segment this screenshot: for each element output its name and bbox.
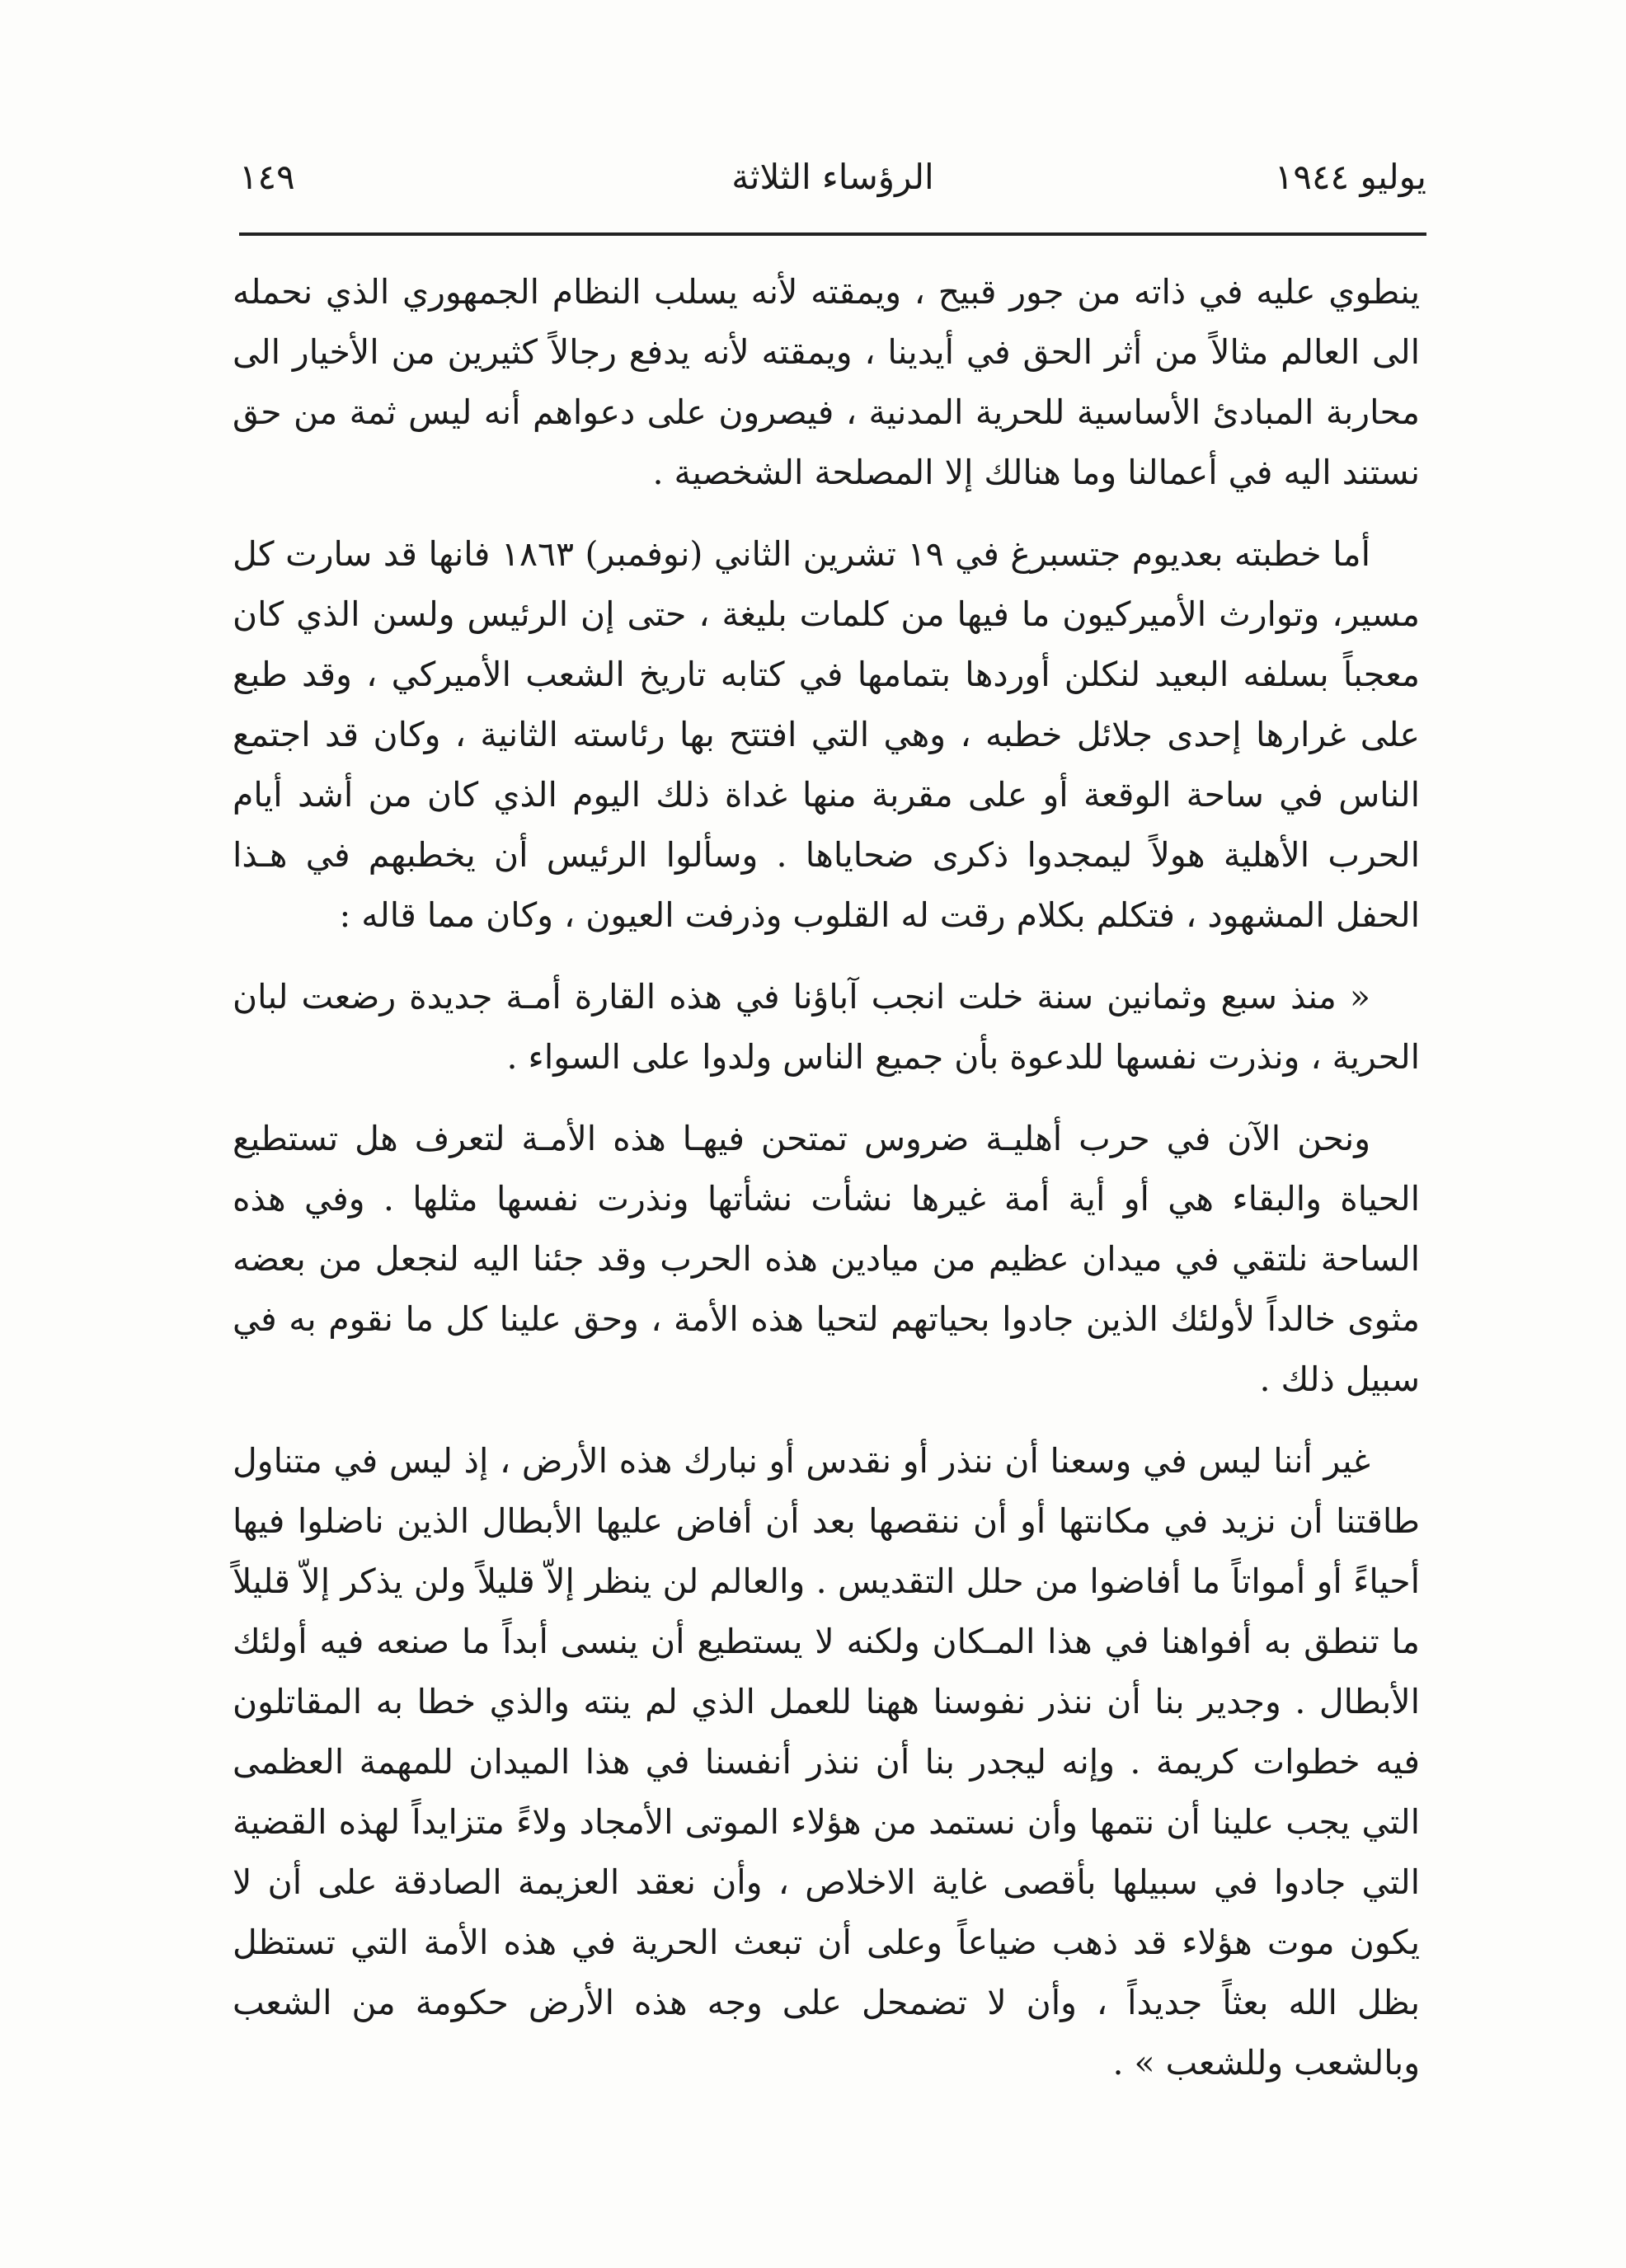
header-rule <box>239 232 1426 236</box>
running-header <box>239 144 1426 210</box>
header-title: الرؤساء الثلاثة <box>731 157 934 197</box>
paragraph-quote-opening: « منذ سبع وثمانين سنة خلت انجب آباؤنا في هذه القارة أمـة جديدة رضعت لبان الحرية ، ونذرت نفسها للدعوة بأن جميع الناس ولدوا على السواء . <box>233 977 1420 1077</box>
page-number: ١٤٩ <box>239 157 295 197</box>
paragraph-quote-civil-war: ونحن الآن في حرب أهليـة ضروس تمتحن فيهـا هذه الأمـة لتعرف هل تستطيع الحياة والبقاء هي أو أية أمة غيرها نشأت نشأتها ونذرت نفسها مثلها . وفي هذه الساحة نلتقي في ميدان عظيم من ميادين هذه الحرب وقد جئنا اليه لنجعل من بعضه مثوى خالداً لأولئك الذين جادوا بحياتهم لتحيا هذه الأمة ، وحق علينا كل ما نقوم به في سبيل ذلك . <box>233 1119 1420 1399</box>
header-date: يوليو ١٩٤٤ <box>1274 157 1426 197</box>
paragraph-quote-dedication: غير أننا ليس في وسعنا أن ننذر أو نقدس أو نبارك هذه الأرض ، إذ ليس في متناول طاقتنا أن نزيد في مكانتها أو أن ننقصها بعد أن أفاض عليها الأبطال الذين ناضلوا فيها أحياءً أو أمواتاً ما أفاضوا من حلل التقديس . والعالم لن ينظر إلاّ قليلاً ولن يذكر إلاّ قليلاً ما تنطق به أفواهنا في هذا المـكان ولكنه لا يستطيع أن ينسى أبداً ما صنعه فيه أولئك الأبطال . وجدير بنا أن ننذر نفوسنا ههنا للعمل الذي لم ينته والذي خطا به المقاتلون فيه خطوات كريمة . وإنه ليجدر بنا أن ننذر أنفسنا في هذا الميدان للمهمة العظمى التي يجب علينا أن نتمها وأن نستمد من هؤلاء الموتى الأمجاد ولاءً متزايداً لهذه القضية التي جادوا في سبيلها بأقصى غاية الاخلاص ، وأن نعقد العزيمة الصادقة على أن لا يكون موت هؤلاء قد ذهب ضياعاً وعلى أن تبعث الحرية في هذه الأمة التي تستظل بظل الله بعثاً جديداً ، وأن لا تضمحل على وجه هذه الأرض حكومة من الشعب وبالشعب وللشعب » . <box>233 1441 1420 2083</box>
body-text <box>233 262 1420 2093</box>
paragraph-gettysburg-intro: أما خطبته بعديوم جتسبرغ في ١٩ تشرين الثاني (نوفمبر) ١٨٦٣ فانها قد سارت كل مسير، وتوارث الأميركيون ما فيها من كلمات بليغة ، حتى إن الرئيس ولسن الذي كان معجباً بسلفه البعيد لنكلن أوردها بتمامها في كتابه تاريخ الشعب الأميركي ، وقد طبع على غرارها إحدى جلائل خطبه ، وهي التي افتتح بها رئاسته الثانية ، وكان قد اجتمع الناس في ساحة الوقعة أو على مقربة منها غداة ذلك اليوم الذي كان من أشد أيام الحرب الأهلية هولاً ليمجدوا ذكرى ضحاياها . وسألوا الرئيس أن يخطبهم في هـذا الحفل المشهود ، فتكلم بكلام رقت له القلوب وذرفت العيون ، وكان مما قاله : <box>233 534 1420 935</box>
paragraph-continuation: ينطوي عليه في ذاته من جور قبيح ، ويمقته لأنه يسلب النظام الجمهوري الذي نحمله الى العالم مثالاً من أثر الحق في أيدينا ، ويمقته لأنه يدفع رجالاً كثيرين من الأخيار الى محاربة المبادئ الأساسية للحرية المدنية ، فيصرون على دعواهم أنه ليس ثمة من حق نستند اليه في أعمالنا وما هنالك إلا المصلحة الشخصية . <box>233 272 1420 492</box>
